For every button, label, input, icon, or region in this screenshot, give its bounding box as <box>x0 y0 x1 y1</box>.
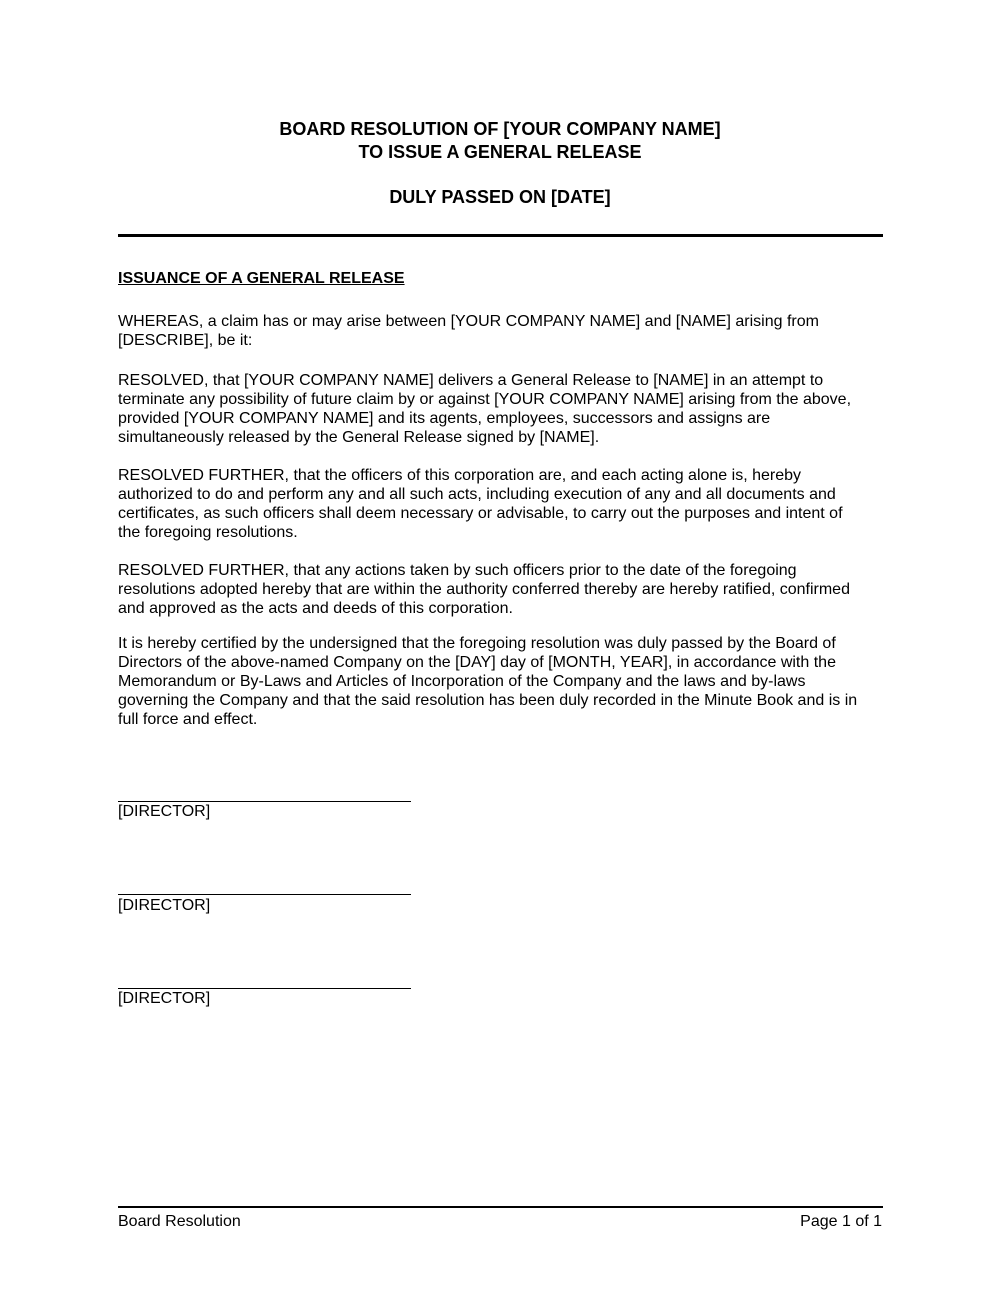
paragraph-line: RESOLVED, that [YOUR COMPANY NAME] delivers a General Release to [NAME] in an attempt to <box>118 372 824 389</box>
paragraph-line: Directors of the above-named Company on the [DAY] day of [MONTH, YEAR], in accordance with the <box>118 654 836 671</box>
signature-label-3: [DIRECTOR] <box>118 990 211 1007</box>
paragraph <box>118 371 888 447</box>
paragraph-line: and approved as the acts and deeds of this corporation. <box>118 600 513 617</box>
paragraph <box>118 634 888 729</box>
footer-divider <box>118 1206 883 1208</box>
paragraph-line: governing the Company and that the said resolution has been duly recorded in the Minute Book and is in <box>118 692 858 709</box>
paragraph-line: RESOLVED FURTHER, that the officers of this corporation are, and each acting alone is, hereby <box>118 467 802 484</box>
paragraph-line: WHEREAS, a claim has or may arise between [YOUR COMPANY NAME] and [NAME] arising from <box>118 313 819 330</box>
paragraph-line: full force and effect. <box>118 711 258 728</box>
signature-label-2: [DIRECTOR] <box>118 897 211 914</box>
paragraph-line: certificates, as such officers shall deem necessary or advisable, to carry out the purposes and intent of <box>118 505 843 522</box>
paragraph-line: terminate any possibility of future claim by or against [YOUR COMPANY NAME] arising from the above, <box>118 391 852 408</box>
paragraph <box>118 561 888 618</box>
document-subtitle: TO ISSUE A GENERAL RELEASE <box>358 142 642 162</box>
document-title: BOARD RESOLUTION OF [YOUR COMPANY NAME] <box>279 119 721 139</box>
paragraph-line: provided [YOUR COMPANY NAME] and its agents, employees, successors and assigns are <box>118 410 771 427</box>
paragraph-line: simultaneously released by the General Release signed by [NAME]. <box>118 429 600 446</box>
signature-line-1 <box>118 801 411 802</box>
signature-label-1: [DIRECTOR] <box>118 803 211 820</box>
paragraph-line: authorized to do and perform any and all such acts, including execution of any and all documents and <box>118 486 836 503</box>
paragraph-line: Memorandum or By-Laws and Articles of Incorporation of the Company and the laws and by-laws <box>118 673 806 690</box>
paragraph <box>118 312 888 350</box>
paragraph-line: the foregoing resolutions. <box>118 524 298 541</box>
header-divider <box>118 234 883 237</box>
paragraph-line: [DESCRIBE], be it: <box>118 332 253 349</box>
signature-line-2 <box>118 894 411 895</box>
passed-date-heading: DULY PASSED ON [DATE] <box>389 187 611 207</box>
section-heading: ISSUANCE OF A GENERAL RELEASE <box>118 270 405 287</box>
paragraph-line: RESOLVED FURTHER, that any actions taken by such officers prior to the date of the foregoing <box>118 562 797 579</box>
footer-title: Board Resolution <box>118 1213 241 1230</box>
paragraph-line: It is hereby certified by the undersigned that the foregoing resolution was duly passed by the Board of <box>118 635 836 652</box>
signature-line-3 <box>118 988 411 989</box>
paragraph-line: resolutions adopted hereby that are within the authority conferred thereby are hereby ratified, confirmed <box>118 581 850 598</box>
paragraph <box>118 466 888 542</box>
page-number: Page 1 of 1 <box>800 1213 882 1230</box>
